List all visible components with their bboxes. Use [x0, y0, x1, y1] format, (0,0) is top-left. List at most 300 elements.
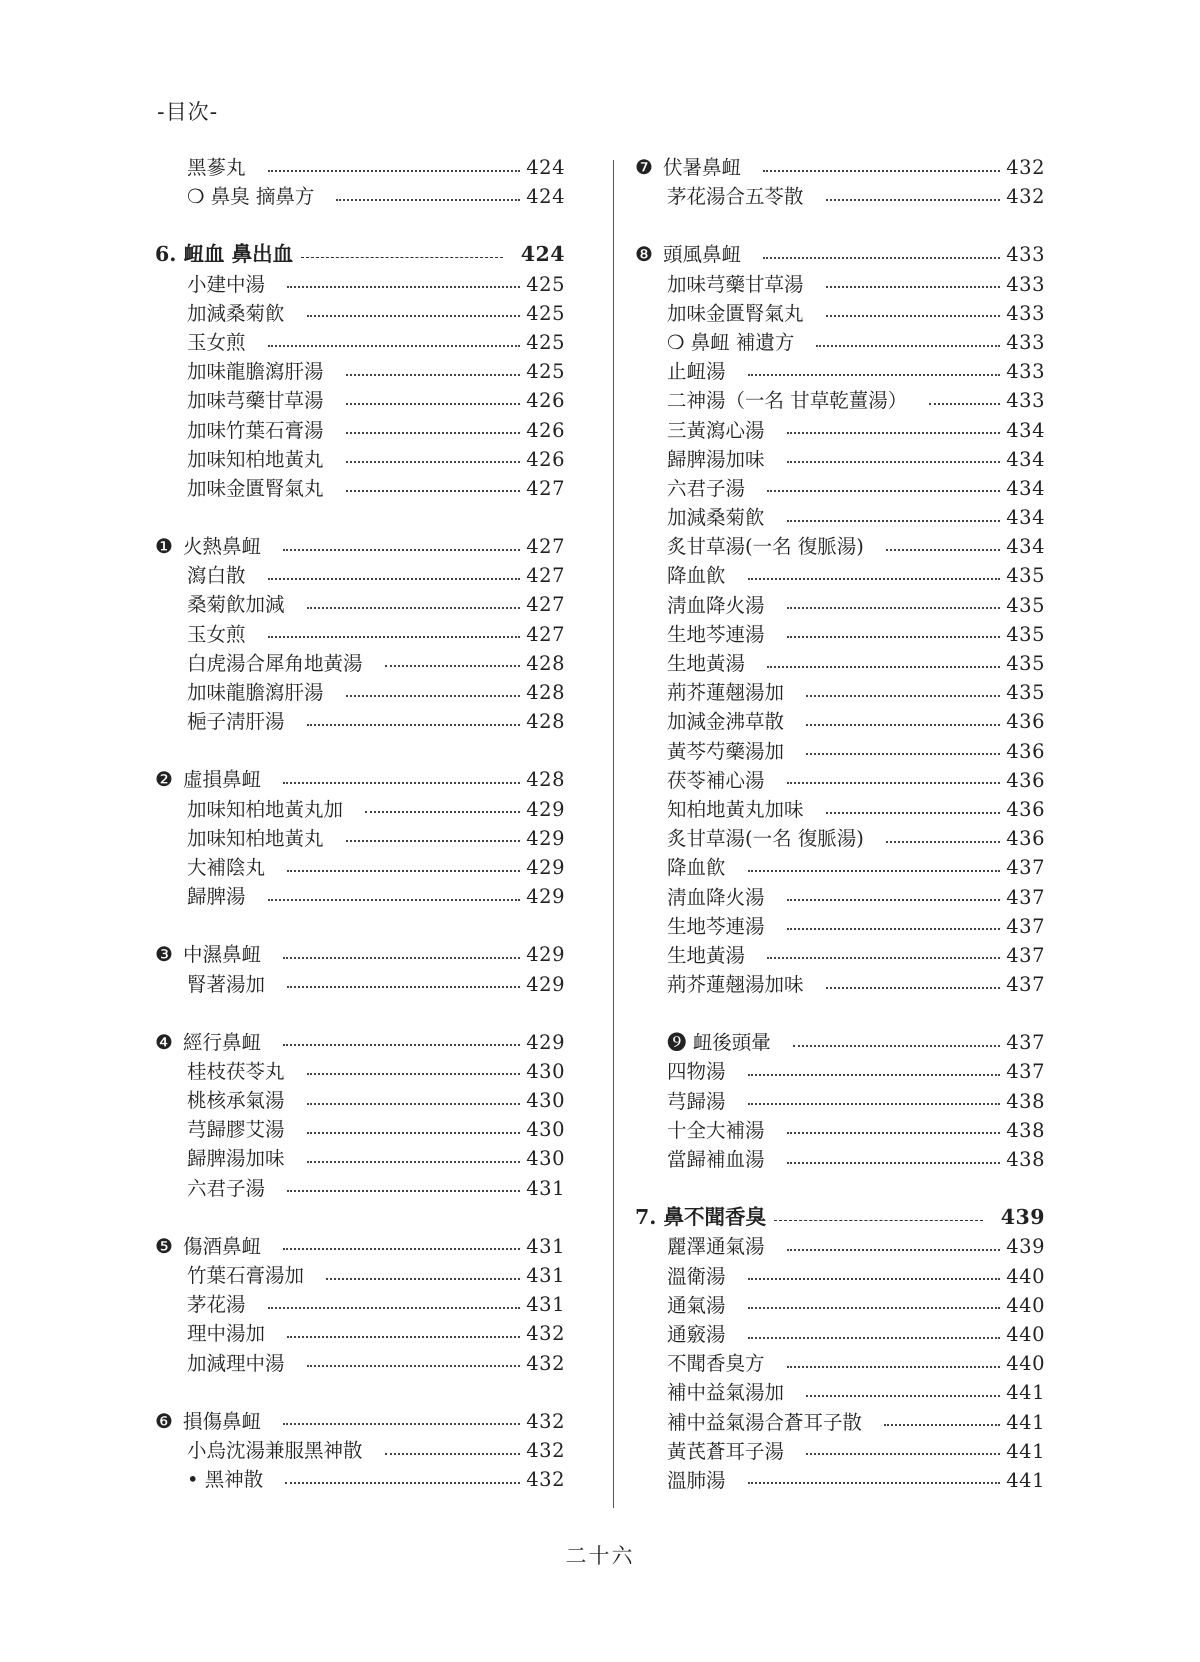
- entry-title: 加味知柏地黃丸: [187, 826, 324, 850]
- dot-leader: [268, 897, 521, 901]
- toc-entry[interactable]: [635, 182, 1045, 211]
- toc-entry[interactable]: [635, 941, 1045, 970]
- dot-leader: [346, 488, 521, 492]
- toc-entry[interactable]: [635, 532, 1045, 561]
- page-ref: 436: [1006, 710, 1045, 734]
- page-ref: 437: [1006, 973, 1045, 997]
- entry-title: 加減金沸草散: [667, 710, 785, 734]
- entry-title: 生地芩連湯: [667, 622, 765, 646]
- page-ref: 441: [1006, 1410, 1045, 1434]
- page-ref: 433: [1006, 330, 1045, 354]
- entry-title: 黃芪蒼耳子湯: [667, 1439, 785, 1463]
- entry-title: 小烏沈湯兼服黑神散: [187, 1438, 363, 1462]
- entry-title: 加味芎藥甘草湯: [187, 389, 324, 413]
- toc-entry[interactable]: [635, 1145, 1045, 1174]
- dot-leader: [763, 255, 1000, 259]
- page-ref: 432: [526, 1409, 565, 1433]
- dot-leader: [748, 868, 1001, 872]
- dot-leader: [287, 284, 520, 288]
- entry-title: 三黃瀉心湯: [667, 418, 765, 442]
- spacer: [155, 911, 565, 940]
- dot-leader: [806, 693, 1000, 697]
- spacer: [155, 1378, 565, 1407]
- page-ref: 426: [526, 389, 565, 413]
- toc-section-heading[interactable]: [635, 1203, 1045, 1232]
- dot-leader: [268, 343, 521, 347]
- entry-title: 補中益氣湯合蒼耳子散: [667, 1410, 863, 1434]
- entry-title: • 黑神散: [187, 1468, 264, 1492]
- spacer: [155, 999, 565, 1028]
- entry-title: 芎歸湯: [667, 1089, 726, 1113]
- dot-leader: [268, 1305, 521, 1309]
- entry-title: 瀉白散: [187, 564, 246, 588]
- dot-leader: [283, 780, 520, 784]
- entry-title: 歸脾湯加味: [667, 447, 765, 471]
- entry-title: 炙甘草湯(一名 復脈湯): [667, 535, 864, 559]
- toc-entry[interactable]: [635, 1262, 1045, 1291]
- dot-leader: [767, 488, 1000, 492]
- page-ref: 435: [1006, 564, 1045, 588]
- page-ref: 440: [1006, 1322, 1045, 1346]
- dot-leader: [307, 313, 521, 317]
- toc-entry[interactable]: [635, 299, 1045, 328]
- dot-leader: [787, 1160, 1001, 1164]
- toc-entry[interactable]: [635, 649, 1045, 678]
- page-ref: 436: [1006, 739, 1045, 763]
- dot-leader: [326, 1276, 520, 1280]
- page-ref: 429: [526, 826, 565, 850]
- page-ref: 434: [1006, 535, 1045, 559]
- entry-title: ❾ 衄後頭暈: [667, 1031, 771, 1055]
- toc-entry[interactable]: [635, 270, 1045, 299]
- dot-leader: [307, 722, 521, 726]
- spacer: [635, 1174, 1045, 1203]
- toc-entry[interactable]: [155, 445, 565, 474]
- entry-title: 伏暑鼻衄: [663, 156, 742, 179]
- toc-entry[interactable]: [155, 386, 565, 415]
- dot-leader: [346, 430, 521, 434]
- toc-entry[interactable]: [635, 1232, 1045, 1261]
- dot-leader: [826, 985, 1001, 989]
- toc-entry[interactable]: [155, 882, 565, 911]
- toc-entry[interactable]: [155, 561, 565, 590]
- page-ref: 432: [1006, 156, 1045, 179]
- entry-title: 荊芥蓮翹湯加味: [667, 973, 804, 997]
- page-ref: 429: [526, 885, 565, 909]
- dot-leader: [287, 868, 520, 872]
- entry-title: ❍ 鼻臭 摘鼻方: [187, 185, 315, 209]
- toc-subsection[interactable]: [155, 1407, 565, 1436]
- toc-entry[interactable]: [635, 795, 1045, 824]
- entry-title: 小建中湯: [187, 272, 266, 296]
- entry-title: 四物湯: [667, 1060, 726, 1084]
- toc-column-left: [155, 153, 565, 1494]
- page-ref: 438: [1006, 1148, 1045, 1171]
- entry-title: 梔子淸肝湯: [187, 710, 285, 734]
- dot-leader: [307, 605, 521, 609]
- entry-title: 加味知柏地黃丸: [187, 447, 324, 471]
- page-ref: 434: [1006, 506, 1045, 530]
- entry-title: 生地芩連湯: [667, 914, 765, 938]
- dot-leader: [826, 284, 1001, 288]
- toc-entry[interactable]: [155, 328, 565, 357]
- toc-entry[interactable]: [155, 1349, 565, 1378]
- dot-leader: [748, 1101, 1001, 1105]
- entry-title: 生地黃湯: [667, 652, 746, 675]
- dot-leader: [287, 1188, 520, 1192]
- page-ref: 427: [526, 564, 565, 588]
- dot-leader: [268, 634, 521, 638]
- toc-entry[interactable]: [155, 853, 565, 882]
- toc-entry[interactable]: [155, 1261, 565, 1290]
- entry-title: 十全大補湯: [667, 1118, 765, 1142]
- toc-entry[interactable]: [635, 737, 1045, 766]
- toc-entry[interactable]: [635, 1320, 1045, 1349]
- toc-column-right: [635, 153, 1045, 1495]
- toc-entry[interactable]: [155, 1290, 565, 1319]
- number-marker: ❻: [155, 1408, 173, 1433]
- page-ref: 432: [526, 1351, 565, 1375]
- dot-leader: [787, 1247, 1001, 1251]
- toc-entry[interactable]: [635, 707, 1045, 736]
- toc-entry[interactable]: [155, 1115, 565, 1144]
- dot-leader: [346, 401, 521, 405]
- page-ref: 440: [1006, 1352, 1045, 1376]
- toc-entry[interactable]: [635, 883, 1045, 912]
- page-ref: 441: [1006, 1381, 1045, 1405]
- page-ref: 428: [526, 710, 565, 734]
- toc-entry[interactable]: [635, 1087, 1045, 1116]
- toc-entry[interactable]: [155, 1436, 565, 1465]
- page-ref: 425: [526, 301, 565, 325]
- dot-leader: [307, 1130, 521, 1134]
- toc-entry[interactable]: [635, 1028, 1045, 1057]
- page-ref: 424: [520, 242, 565, 267]
- entry-title: 黃芩芍藥湯加: [667, 739, 785, 763]
- dot-leader: [268, 576, 521, 580]
- entry-title: 淸血降火湯: [667, 885, 765, 909]
- toc-entry[interactable]: [155, 270, 565, 299]
- toc-entry[interactable]: [635, 1408, 1045, 1437]
- number-marker: ❷: [155, 767, 173, 792]
- toc-entry[interactable]: [635, 678, 1045, 707]
- dot-leader: [346, 459, 521, 463]
- toc-entry[interactable]: [155, 649, 565, 678]
- entry-title: 芎歸膠艾湯: [187, 1118, 285, 1142]
- spacer: [635, 211, 1045, 240]
- page-ref: 430: [526, 1089, 565, 1113]
- entry-title: 理中湯加: [187, 1322, 266, 1346]
- toc-entry[interactable]: [155, 1319, 565, 1348]
- toc-entry[interactable]: [155, 1174, 565, 1203]
- dot-leader: [787, 459, 1001, 463]
- dot-leader: [826, 313, 1001, 317]
- number-marker: ❼: [635, 155, 653, 179]
- dot-leader: [283, 1042, 520, 1046]
- entry-title: 6. 衄血 鼻出血: [155, 242, 294, 267]
- page-ref: 439: [1006, 1235, 1045, 1259]
- entry-title: 降血飮: [667, 856, 726, 880]
- toc-entry[interactable]: [155, 707, 565, 736]
- dot-leader: [307, 1363, 521, 1367]
- spacer: [155, 1203, 565, 1232]
- entry-title: 加味龍膽瀉肝湯: [187, 681, 324, 704]
- page-ref: 439: [1000, 1205, 1045, 1230]
- toc-subsection[interactable]: [155, 1232, 565, 1261]
- page-ref: 433: [1006, 272, 1045, 296]
- dot-leader: [301, 255, 503, 258]
- dot-leader: [787, 926, 1001, 930]
- page-ref: 433: [1006, 301, 1045, 325]
- dot-leader: [929, 401, 1000, 405]
- dot-leader: [307, 1159, 521, 1163]
- page-ref: 425: [526, 360, 565, 384]
- toc-entry[interactable]: [635, 591, 1045, 620]
- dot-leader: [886, 547, 1000, 551]
- toc-entry[interactable]: [635, 357, 1045, 386]
- page-ref: 440: [1006, 1293, 1045, 1317]
- entry-title: 加味金匱腎氣丸: [667, 301, 804, 325]
- entry-title: 腎著湯加: [187, 972, 266, 996]
- entry-title: 溫衛湯: [667, 1264, 726, 1288]
- toc-entry[interactable]: [155, 795, 565, 824]
- dot-leader: [767, 955, 1000, 959]
- toc-entry[interactable]: [635, 1437, 1045, 1466]
- page-number: 二十六: [565, 1544, 635, 1568]
- page-ref: 431: [526, 1293, 565, 1317]
- page-ref: 436: [1006, 827, 1045, 851]
- dot-leader: [346, 372, 521, 376]
- page-ref: 434: [1006, 447, 1045, 471]
- dot-leader: [365, 809, 520, 813]
- page-ref: 429: [526, 855, 565, 879]
- page-ref: 432: [526, 1468, 565, 1492]
- entry-title: 竹葉石膏湯加: [187, 1264, 305, 1287]
- toc-entry[interactable]: [635, 1466, 1045, 1495]
- toc-entry[interactable]: [635, 1116, 1045, 1145]
- page-ref: 437: [1006, 885, 1045, 909]
- toc-entry[interactable]: [155, 357, 565, 386]
- dot-leader: [346, 838, 521, 842]
- entry-title: 損傷鼻衄: [183, 1409, 262, 1433]
- dot-leader: [385, 663, 521, 667]
- toc-entry[interactable]: [155, 299, 565, 328]
- entry-title: 六君子湯: [187, 1176, 266, 1200]
- page-ref: 429: [526, 943, 565, 967]
- toc-entry[interactable]: [635, 474, 1045, 503]
- number-marker: ❶: [155, 534, 173, 559]
- page-ref: 437: [1006, 943, 1045, 967]
- entry-title: 不聞香臭方: [667, 1352, 765, 1376]
- toc-entry[interactable]: [635, 386, 1045, 415]
- toc-entry[interactable]: [635, 1057, 1045, 1086]
- entry-title: 荊芥蓮翹湯加: [667, 681, 785, 705]
- toc-entry[interactable]: [635, 824, 1045, 853]
- page-ref: 429: [526, 797, 565, 821]
- dot-leader: [748, 1276, 1001, 1280]
- spacer: [155, 211, 565, 240]
- toc-entry[interactable]: [635, 416, 1045, 445]
- page-ref: 435: [1006, 681, 1045, 705]
- entry-title: 通氣湯: [667, 1293, 726, 1317]
- page-header: -目次-: [157, 100, 219, 124]
- entry-title: 生地黃湯: [667, 943, 746, 967]
- number-marker: ❽: [635, 242, 653, 267]
- toc-entry[interactable]: [635, 503, 1045, 532]
- toc-entry[interactable]: [155, 678, 565, 707]
- dot-leader: [307, 1071, 521, 1075]
- entry-title: 炙甘草湯(一名 復脈湯): [667, 827, 864, 851]
- toc-entry[interactable]: [635, 328, 1045, 357]
- dot-leader: [767, 664, 1000, 668]
- page-ref: 427: [526, 535, 565, 559]
- toc-entry[interactable]: [635, 853, 1045, 882]
- dot-leader: [787, 430, 1001, 434]
- entry-title: 傷酒鼻衄: [183, 1234, 262, 1258]
- page-ref: 430: [526, 1059, 565, 1083]
- toc-entry[interactable]: [155, 1144, 565, 1173]
- entry-title: 當歸補血湯: [667, 1148, 765, 1171]
- dot-leader: [787, 780, 1001, 784]
- dot-leader: [787, 518, 1001, 522]
- page-ref: 437: [1006, 914, 1045, 938]
- dot-leader: [748, 1480, 1001, 1484]
- dot-leader: [346, 693, 521, 697]
- toc-entry[interactable]: [635, 1291, 1045, 1320]
- page-ref: 434: [1006, 476, 1045, 500]
- entry-title: 加減桑菊飮: [187, 301, 285, 325]
- page-ref: 437: [1006, 856, 1045, 880]
- dot-leader: [287, 1334, 520, 1338]
- entry-title: 黑蔘丸: [187, 156, 246, 179]
- entry-title: 經行鼻衄: [183, 1030, 262, 1054]
- number-marker: ❺: [155, 1233, 173, 1258]
- entry-title: 加味金匱腎氣丸: [187, 476, 324, 500]
- entry-title: 加味龍膽瀉肝湯: [187, 360, 324, 384]
- page-ref: 441: [1006, 1468, 1045, 1492]
- page-ref: 435: [1006, 652, 1045, 675]
- dot-leader: [336, 197, 520, 201]
- page-ref: 432: [526, 1322, 565, 1346]
- page-ref: 438: [1006, 1118, 1045, 1142]
- dot-leader: [787, 1364, 1001, 1368]
- page-ref: 433: [1006, 389, 1045, 413]
- toc-entry[interactable]: [155, 1057, 565, 1086]
- toc-section-heading[interactable]: [155, 240, 565, 269]
- toc-subsection[interactable]: [635, 240, 1045, 269]
- toc-entry[interactable]: [635, 766, 1045, 795]
- toc-subsection[interactable]: [155, 1028, 565, 1057]
- entry-title: 茅花湯合五苓散: [667, 185, 804, 209]
- toc-entry[interactable]: [635, 1378, 1045, 1407]
- entry-title: ❍ 鼻衄 補遺方: [667, 330, 795, 354]
- dot-leader: [748, 576, 1001, 580]
- entry-title: 頭風鼻衄: [663, 243, 742, 267]
- toc-entry[interactable]: [155, 474, 565, 503]
- toc-entry[interactable]: [155, 1086, 565, 1115]
- page-ref: 435: [1006, 593, 1045, 617]
- page-ref: 433: [1006, 360, 1045, 384]
- toc-entry[interactable]: [155, 824, 565, 853]
- dot-leader: [385, 1451, 521, 1455]
- toc-entry[interactable]: [635, 1349, 1045, 1378]
- dot-leader: [806, 722, 1000, 726]
- toc-subsection[interactable]: [155, 532, 565, 561]
- entry-title: 降血飮: [667, 564, 726, 588]
- page-ref: 438: [1006, 1089, 1045, 1113]
- page-ref: 426: [526, 418, 565, 442]
- toc-entry[interactable]: [155, 620, 565, 649]
- toc-entry[interactable]: [155, 590, 565, 619]
- entry-title: 通竅湯: [667, 1322, 726, 1346]
- dot-leader: [886, 839, 1000, 843]
- toc-entry[interactable]: [155, 153, 565, 182]
- toc-entry[interactable]: [155, 970, 565, 999]
- entry-title: 淸血降火湯: [667, 593, 765, 617]
- page-ref: 426: [526, 447, 565, 471]
- dot-leader: [826, 810, 1001, 814]
- spacer: [155, 503, 565, 532]
- page-ref: 430: [526, 1118, 565, 1142]
- toc-subsection[interactable]: [155, 940, 565, 969]
- page-ref: 425: [526, 272, 565, 296]
- toc-subsection[interactable]: [635, 153, 1045, 182]
- page-ref: 429: [526, 972, 565, 996]
- toc-entry[interactable]: [635, 561, 1045, 590]
- toc-entry[interactable]: [155, 416, 565, 445]
- dot-leader: [283, 1421, 520, 1425]
- column-divider: [613, 160, 614, 1508]
- entry-title: 7. 鼻不聞香臭: [635, 1205, 767, 1230]
- toc-entry[interactable]: [635, 912, 1045, 941]
- page-ref: 437: [1006, 1031, 1045, 1055]
- page-ref: 428: [526, 681, 565, 704]
- page-ref: 436: [1006, 768, 1045, 792]
- entry-title: 補中益氣湯加: [667, 1381, 785, 1405]
- toc-subsection[interactable]: [155, 765, 565, 794]
- entry-title: 加減理中湯: [187, 1351, 285, 1375]
- page-ref: 441: [1006, 1439, 1045, 1463]
- dot-leader: [806, 1451, 1000, 1455]
- toc-entry[interactable]: [155, 182, 565, 211]
- toc-entry[interactable]: [635, 970, 1045, 999]
- page-ref: 428: [526, 651, 565, 675]
- page-ref: 435: [1006, 622, 1045, 646]
- entry-title: 知柏地黃丸加味: [667, 797, 804, 821]
- number-marker: ❸: [155, 942, 173, 967]
- toc-entry[interactable]: [635, 445, 1045, 474]
- dot-leader: [806, 1393, 1000, 1397]
- page-ref: 424: [526, 185, 565, 209]
- page-ref: 427: [526, 622, 565, 646]
- page-ref: 425: [526, 330, 565, 354]
- dot-leader: [787, 634, 1001, 638]
- page-ref: 437: [1006, 1060, 1045, 1084]
- entry-title: 玉女煎: [187, 330, 246, 354]
- entry-title: 歸脾湯加味: [187, 1147, 285, 1171]
- dot-leader: [884, 1422, 1000, 1426]
- entry-title: 桑菊飮加減: [187, 593, 285, 617]
- toc-entry[interactable]: [635, 620, 1045, 649]
- dot-leader: [787, 1130, 1001, 1134]
- dot-leader: [787, 605, 1001, 609]
- dot-leader: [787, 897, 1001, 901]
- entry-title: 加味芎藥甘草湯: [667, 272, 804, 296]
- entry-title: 止衄湯: [667, 360, 726, 384]
- toc-entry[interactable]: [155, 1465, 565, 1494]
- entry-title: 茯苓補心湯: [667, 768, 765, 792]
- page-ref: 440: [1006, 1264, 1045, 1288]
